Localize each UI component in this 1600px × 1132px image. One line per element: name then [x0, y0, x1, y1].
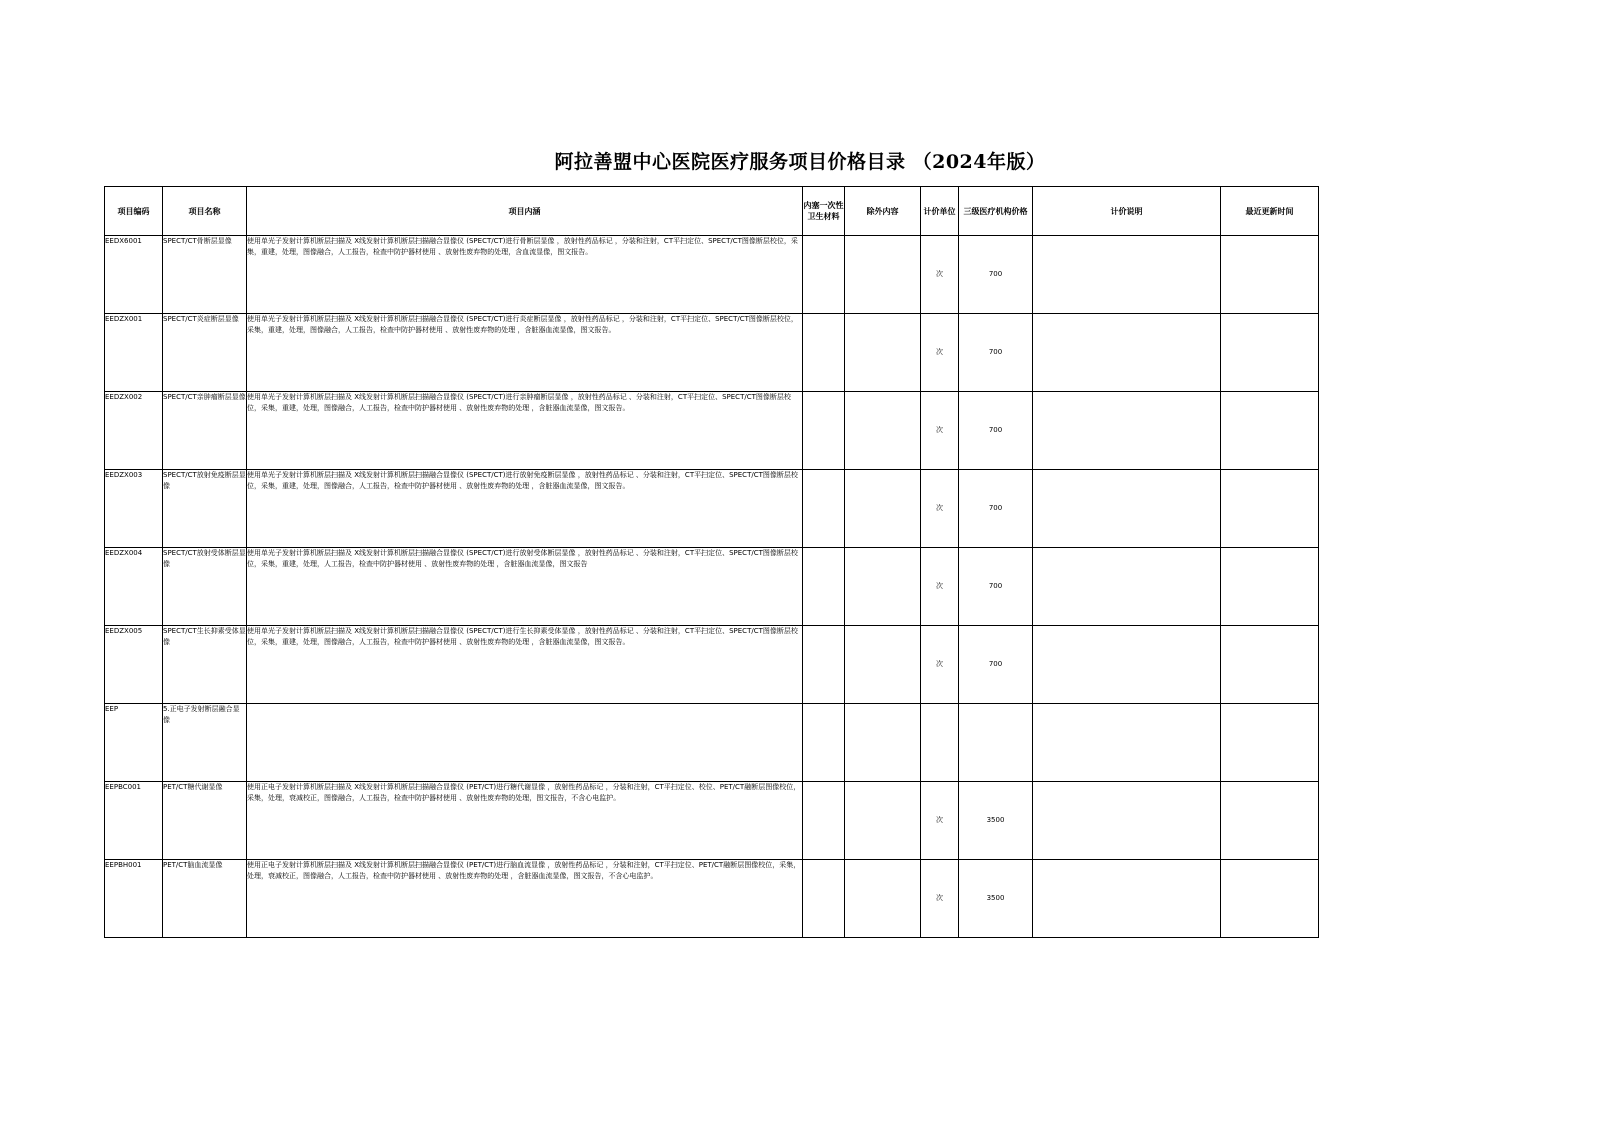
page-title: 阿拉善盟中心医院医疗服务项目价格目录 （2024年版） [554, 151, 1046, 173]
cell-content [247, 704, 803, 782]
cell-unit: 次 [921, 236, 959, 314]
cell-name: 5.正电子发射断层融合显像 [163, 704, 247, 782]
cell-content: 使用单光子发射计算机断层扫描及 X线发射计算机断层扫描融合显像仪 (SPECT/CT)进行生长抑素受体显像 ，放射性药品标记 、分装和注射，CT平扫定位、SPECT/CT图像断层校位，采集，重建，处理，图像融合，人工报告，检查中防护器材使用 、放射性废弃物的处理 ，含脏器血流显像，图文报告。 [247, 626, 803, 704]
table-row [105, 782, 1319, 860]
table-row [105, 860, 1319, 938]
cell-excluded [845, 626, 921, 704]
cell-price: 3500 [959, 782, 1033, 860]
table-row [105, 548, 1319, 626]
cell-price: 700 [959, 548, 1033, 626]
cell-price: 700 [959, 626, 1033, 704]
cell-updated [1221, 470, 1319, 548]
cell-excluded [845, 704, 921, 782]
table-row [105, 236, 1319, 314]
cell-code: EEDZX002 [105, 392, 163, 470]
cell-included [803, 626, 845, 704]
cell-code: EEDZX005 [105, 626, 163, 704]
cell-excluded [845, 782, 921, 860]
cell-code: EEP [105, 704, 163, 782]
cell-price: 700 [959, 314, 1033, 392]
col-header-note: 计价说明 [1033, 187, 1221, 236]
cell-unit: 次 [921, 314, 959, 392]
cell-unit: 次 [921, 626, 959, 704]
cell-note [1033, 782, 1221, 860]
col-header-updated: 最近更新时间 [1221, 187, 1319, 236]
cell-excluded [845, 548, 921, 626]
table-row [105, 626, 1319, 704]
cell-unit: 次 [921, 860, 959, 938]
col-header-excluded: 除外内容 [845, 187, 921, 236]
cell-updated [1221, 392, 1319, 470]
cell-note [1033, 470, 1221, 548]
cell-code: EEDZX004 [105, 548, 163, 626]
cell-name: SPECT/CT放射受体断层显像 [163, 548, 247, 626]
cell-updated [1221, 782, 1319, 860]
cell-content: 使用单光子发射计算机断层扫描及 X线发射计算机断层扫描融合显像仪 (SPECT/CT)进行炎症断层显像 ，放射性药品标记 ，分装和注射，CT平扫定位、SPECT/CT图像断层校位，采集，重建，处理，图像融合，人工报告，检查中防护器材使用 、放射性废弃物的处理 ，含脏器血流显像，图文报告。 [247, 314, 803, 392]
cell-included [803, 860, 845, 938]
cell-code: EEDZX003 [105, 470, 163, 548]
table-row [105, 470, 1319, 548]
cell-updated [1221, 860, 1319, 938]
cell-note [1033, 236, 1221, 314]
cell-included [803, 548, 845, 626]
cell-updated [1221, 314, 1319, 392]
cell-note [1033, 314, 1221, 392]
cell-name: SPECT/CT亲肿瘤断层显像 [163, 392, 247, 470]
cell-included [803, 392, 845, 470]
cell-content: 使用单光子发射计算机断层扫描及 X线发射计算机断层扫描融合显像仪 (SPECT/CT)进行放射免疫断层显像 ，放射性药品标记 、分装和注射，CT平扫定位、SPECT/CT图像断层校位，采集，重建，处理，图像融合，人工报告，检查中防护器材使用 、放射性废弃物的处理 ，含脏器血流显像，图文报告。 [247, 470, 803, 548]
cell-note [1033, 860, 1221, 938]
cell-included [803, 314, 845, 392]
cell-excluded [845, 236, 921, 314]
cell-price: 700 [959, 470, 1033, 548]
cell-price [959, 704, 1033, 782]
cell-code: EEPBC001 [105, 782, 163, 860]
cell-name: SPECT/CT骨断层显像 [163, 236, 247, 314]
cell-code: EEPBH001 [105, 860, 163, 938]
table-row [105, 704, 1319, 782]
cell-note [1033, 392, 1221, 470]
col-header-price: 三级医疗机构价格 [959, 187, 1033, 236]
cell-included [803, 236, 845, 314]
cell-unit: 次 [921, 392, 959, 470]
cell-updated [1221, 704, 1319, 782]
cell-name: SPECT/CT生长抑素受体显像 [163, 626, 247, 704]
cell-code: EEDZX001 [105, 314, 163, 392]
col-header-name: 项目名称 [163, 187, 247, 236]
cell-excluded [845, 314, 921, 392]
cell-name: SPECT/CT炎症断层显像 [163, 314, 247, 392]
col-header-included-materials: 内塞一次性卫生材料 [803, 187, 845, 236]
col-header-unit: 计价单位 [921, 187, 959, 236]
cell-excluded [845, 392, 921, 470]
cell-note [1033, 704, 1221, 782]
cell-updated [1221, 626, 1319, 704]
cell-content: 使用正电子发射计算机断层扫描及 X线发射计算机断层扫描融合显像仪 (PET/CT)进行糖代谢显像 ，放射性药品标记 ，分装和注射，CT平扫定位、校位、PET/CT融断层图像校位，采集，处理，衰减校正，图像融合，人工报告，检查中防护器材使用 、放射性废弃物的处理，图文报告，不含心电监护。 [247, 782, 803, 860]
cell-price: 3500 [959, 860, 1033, 938]
cell-note [1033, 548, 1221, 626]
cell-included [803, 704, 845, 782]
cell-unit: 次 [921, 782, 959, 860]
cell-name: PET/CT糖代谢显像 [163, 782, 247, 860]
cell-content: 使用单光子发射计算机断层扫描及 X线发射计算机断层扫描融合显像仪 (SPECT/CT)进行骨断层显像 ，放射性药品标记 ，分装和注射，CT平扫定位、SPECT/CT图像断层校位，采集，重建，处理，图像融合，人工报告，检查中防护器材使用 、放射性废弃物的处理，含血流显像，图文报告。 [247, 236, 803, 314]
cell-price: 700 [959, 236, 1033, 314]
col-header-code: 项目编码 [105, 187, 163, 236]
cell-excluded [845, 470, 921, 548]
cell-content: 使用单光子发射计算机断层扫描及 X线发射计算机断层扫描融合显像仪 (SPECT/CT)进行亲肿瘤断层显像 ，放射性药品标记 、分装和注射，CT平扫定位、SPECT/CT图像断层校位，采集，重建，处理，图像融合，人工报告，检查中防护器材使用 、放射性废弃物的处理 ，含脏器血流显像，图文报告。 [247, 392, 803, 470]
table-row [105, 314, 1319, 392]
cell-included [803, 470, 845, 548]
cell-name: PET/CT脑血流显像 [163, 860, 247, 938]
cell-included [803, 782, 845, 860]
cell-excluded [845, 860, 921, 938]
cell-price: 700 [959, 392, 1033, 470]
cell-content: 使用正电子发射计算机断层扫描及 X线发射计算机断层扫描融合显像仪 (PET/CT)进行脑血流显像 ，放射性药品标记 ，分装和注射，CT平扫定位、PET/CT融断层图像校位，采集，处理，衰减校正，图像融合，人工报告，检查中防护器材使用 、放射性废弃物的处理 ，含脏器血流显像，图文报告，不含心电监护。 [247, 860, 803, 938]
cell-updated [1221, 236, 1319, 314]
price-table [104, 186, 1319, 938]
cell-updated [1221, 548, 1319, 626]
cell-content: 使用单光子发射计算机断层扫描及 X线发射计算机断层扫描融合显像仪 (SPECT/CT)进行放射受体断层显像 ，放射性药品标记 、分装和注射，CT平扫定位、SPECT/CT图像断层校位，采集，重建，处理，人工报告，检查中防护器材使用 、放射性废弃物的处理 ，含脏器血流显像，图文报告 [247, 548, 803, 626]
cell-code: EEDX6001 [105, 236, 163, 314]
cell-unit: 次 [921, 470, 959, 548]
cell-note [1033, 626, 1221, 704]
table-row [105, 392, 1319, 470]
cell-unit: 次 [921, 548, 959, 626]
col-header-content: 项目内涵 [247, 187, 803, 236]
cell-unit [921, 704, 959, 782]
cell-name: SPECT/CT放射免疫断层显像 [163, 470, 247, 548]
table-header-row [105, 187, 1319, 236]
